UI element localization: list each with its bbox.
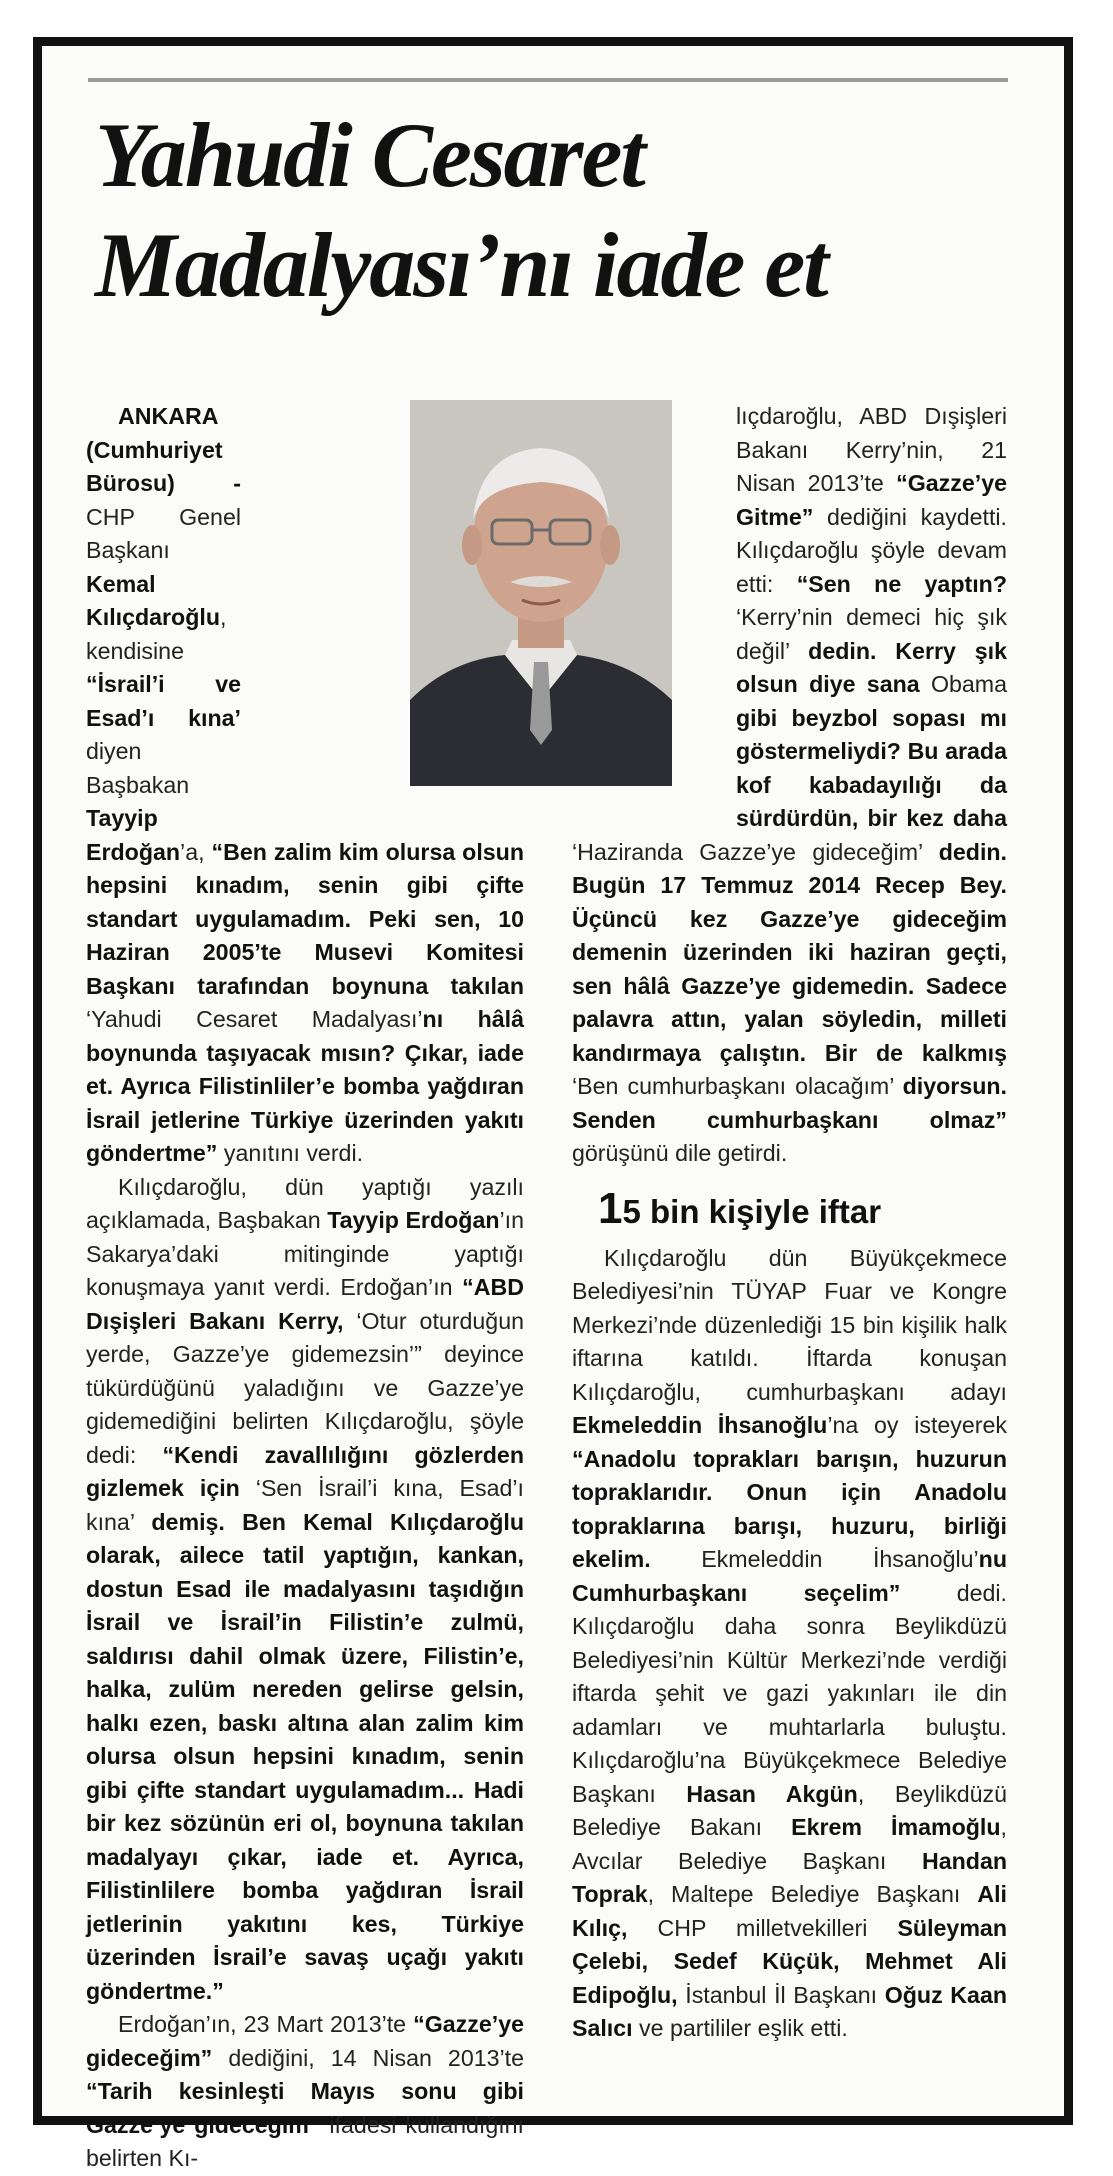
article-column-right: lıçdaroğlu, ABD Dışişleri Bakanı Kerry’nin, 21 Nisan 2013’te “Gazze’ye Gitme” dediğini kaydetti. Kılıçdaroğlu şöyle devam etti: “Sen ne yaptın? ‘Kerry’nin demeci hiç şık değil’ dedin. Kerry şık olsun diye sana Obama gibi beyzbol sopası mı göstermeliydi? Bu arada kof kabadayılığı da sürdürdün, bir kez daha ‘Haziranda Gazze’ye gideceğim’ dedin. Bugün 17 Temmuz 2014 Recep Bey. Üçüncü kez Gazze’ye gideceğim demenin üzerinden iki haziran geçti, sen hâlâ Gazze’ye gidemedin. Sadece palavra attın, yalan söyledin, milleti kandırmaya çalıştın. Bir de kalkmış ‘Ben cumhurbaşkanı olacağım’ diyorsun. Senden cumhurbaşkanı olmaz” görüşünü dile getirdi. 15 bin kişiyle iftar Kılıçdaroğlu dün Büyükçekmece Belediyesi’nin TÜYAP Fuar ve Kongre Merkezi’nde düzenlediği 15 bin kişilik halk iftarına katıldı. İftarda konuşan Kılıçdaroğlu, cumhurbaşkanı adayı Ekmeleddin İhsanoğlu’na oy isteyerek “Anadolu toprakları barışın, huzurun topraklarıdır. Onun için Anadolu topraklarına barışı, huzuru, birliği ekelim. Ekmeleddin İhsanoğlu’nu Cumhurbaşkanı seçelim” dedi. Kılıçdaroğlu daha sonra Beylikdüzü Belediyesi’nin Kültür Merkezi’nde verdiği iftarda şehit ve gazi yakınları ile din adamları ve muhtarlarla buluştu. Kılıçdaroğlu’na Büyükçekmece Belediye Başkanı Hasan Akgün, Beylikdüzü Belediye Bakanı Ekrem İmamoğlu, Avcılar Belediye Başkanı Handan Toprak, Maltepe Belediye Başkanı Ali Kılıç, CHP milletvekilleri Süleyman Çelebi, Sedef Küçük, Mehmet Ali Edipoğlu, İstanbul İl Başkanı Oğuz Kaan Salıcı ve partililer eşlik etti. xyxy=(572,403,1008,2041)
subheading-text: 5 bin kişiyle iftar xyxy=(622,1192,882,1230)
headline: Yahudi Cesaret Madalyası’nı iade et xyxy=(95,104,827,316)
subheading xyxy=(598,1183,1007,1233)
top-rule xyxy=(88,78,1008,82)
subheading-first-char: 1 xyxy=(598,1183,623,1233)
article-column-left: ANKARA (Cumhuriyet Bürosu) - CHP Genel Başkanı Kemal Kılıçdaroğlu, kendisine “İsrail’i ve Esad’ı kına’ diyen Başbakan Tayyip Erdoğan’a, “Ben zalim kim olursa olsun hepsini kınadım, senin gibi çifte standart uygulamadım. Peki sen, 10 Haziran 2005’te Musevi Komitesi Başkanı tarafından boynuna takılan ‘Yahudi Cesaret Madalyası’nı hâlâ boynunda taşıyacak mısın? Çıkar, iade et. Ayrıca Filistinliler’e bomba yağdıran İsrail jetlerine Türkiye üzerinden yakıtı göndertme” yanıtını verdi. Kılıçdaroğlu, dün yaptığı yazılı açıklamada, Başbakan Tayyip Erdoğan’ın Sakarya’daki mitinginde yaptığı konuşmaya yanıt verdi. Erdoğan’ın “ABD Dışişleri Bakanı Kerry, ‘Otur oturduğun yerde, Gazze’ye gidemezsin’” deyince tükürdüğünü yaladığını ve Gazze’ye gidemediğini belirten Kılıçdaroğlu, şöyle dedi: “Kendi zavallılığını gözlerden gizlemek için ‘Sen İsrail’i kına, Esad’ı kına’ demiş. Ben Kemal Kılıçdaroğlu olarak, ailece tatil yaptığın, kankan, dostun Esad ile madalyasını taşıdığın İsrail ve İsrail’in Filistin’e zulmü, saldırısı dahil olmak üzere, Filistin’e, halka, zulüm nereden gelirse gelsin, halkı ezen, baskı altına alan zalim kim olursa olsun hepsini kınadım, senin gibi çifte standart uygulamadım... Hadi bir kez sözünün eri ol, boynuna takılan madalyayı çıkar, iade et. Ayrıca, Filistinlilere bomba yağdıran İsrail jetlerinin yakıtını kes, Türkiye üzerinden İsrail’e savaş uçağı yakıtı göndertme.” Erdoğan’ın, 23 Mart 2013’te “Gazze’ye gideceğim” dediğini, 14 Nisan 2013’te “Tarih kesinleşti Mayıs sonu gibi Gazze’ye gideceğim” ifadesi kullandığını belirten Kı- xyxy=(86,403,525,2171)
